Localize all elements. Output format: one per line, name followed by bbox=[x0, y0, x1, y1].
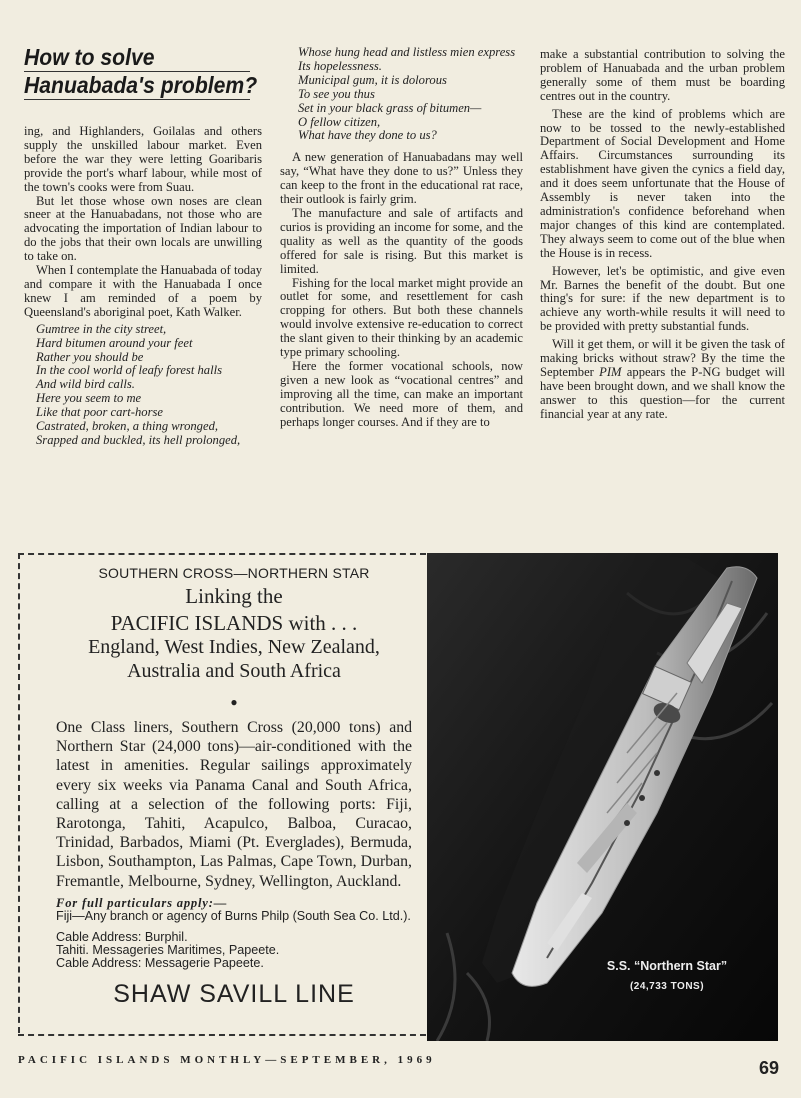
page-footer: PACIFIC ISLANDS MONTHLY—SEPTEMBER, 1969 bbox=[18, 1054, 436, 1066]
paragraph: But let those whose own noses are clean sneer at the Hanuabadans, not those who are advocating the importation of Indian labour to do the jobs that their own locals are unwilling to take on. bbox=[24, 193, 262, 264]
shaw-savill-advertisement bbox=[18, 545, 780, 1041]
paragraph: make a substantial contribution to solving the problem of Hanuabada and the urban problem generally some of them must be boarding centres out in the country. bbox=[540, 47, 785, 103]
poem-line: Its hopelessness. bbox=[298, 58, 382, 73]
paragraph: The manufacture and sale of artifacts and curios is providing an income for some, and the quality as well as the quantity of the goods offered for sale is rising. But this market is limited. bbox=[280, 205, 523, 276]
ad-contact-block bbox=[56, 897, 412, 970]
fiji-contact: Fiji—Any branch or agency of Burns Philp (South Sea Co. Ltd.). bbox=[56, 908, 411, 923]
paragraph bbox=[540, 338, 785, 421]
poem-line: In the cool world of leafy forest halls bbox=[36, 363, 222, 378]
paragraph: Here the former vocational schools, now given a new look as “vocational centres” and improving all the time, can make an important contribution. We need more of them, and perhaps longer courses. And if they are to bbox=[280, 358, 523, 429]
article-title-block bbox=[24, 44, 264, 100]
paragraph: However, let's be optimistic, and give even Mr. Barnes the benefit of the doubt. But one thing's for sure: if the new department is to achieve any worth-while results it will need to be provided with pretty substantial funds. bbox=[540, 263, 785, 334]
page-number: 69 bbox=[758, 1058, 779, 1078]
bullet-icon: ● bbox=[230, 695, 238, 709]
poem-line: Like that poor cart-horse bbox=[36, 405, 163, 420]
poem-line: Here you seem to me bbox=[36, 391, 142, 406]
poem-line: Set in your black grass of bitumen— bbox=[298, 100, 482, 115]
poem-line: Whose hung head and listless mien express bbox=[298, 45, 516, 59]
paragraph: Fishing for the local market might provide an outlet for some, and resettlement for cash cropping for others. But both these channels would involve extensive re-education to correct the slant given to their thinking by an academic type primary schooling. bbox=[280, 275, 523, 360]
poem-block bbox=[24, 323, 262, 448]
text-fragment: Will it get them, or will it be given the task of making bricks without straw? By the time the September bbox=[540, 337, 785, 379]
ad-destinations-1: England, West Indies, New Zealand, bbox=[88, 636, 380, 658]
ad-border-left bbox=[18, 553, 20, 1033]
poem-line: Hard bitumen around your feet bbox=[36, 335, 193, 350]
article-title-line2: Hanuabada's problem? bbox=[24, 72, 258, 98]
article-column-3 bbox=[540, 48, 785, 422]
poem-line: And wild bird calls. bbox=[36, 377, 135, 392]
poem-line: Rather you should be bbox=[36, 349, 144, 364]
title-rule bbox=[24, 99, 250, 100]
poem-line: O fellow citizen, bbox=[298, 114, 381, 129]
poem-block bbox=[280, 46, 523, 143]
text-fragment: appears the P-NG budget will have been brought down, and we shall know the answer to this question—for the current financial year at any rate. bbox=[540, 364, 785, 421]
publication-abbrev: PIM bbox=[599, 364, 622, 379]
particulars-label: For full particulars apply:— bbox=[56, 895, 228, 910]
poem-line: Srapped and buckled, its hell prolonged, bbox=[36, 432, 241, 447]
paragraph: A new generation of Hanuabadans may well say, “What have they done to us?” Unless they can keep to the front in the educational rat race, their outlook is fairly grim. bbox=[280, 150, 523, 207]
article-title-line1: How to solve bbox=[24, 44, 155, 70]
ad-pacific-islands: PACIFIC ISLANDS with . . . bbox=[110, 611, 358, 635]
poem-line: Municipal gum, it is dolorous bbox=[298, 72, 447, 87]
ad-text-block bbox=[56, 563, 412, 1009]
ad-border-bottom bbox=[18, 1034, 426, 1036]
article-column-1 bbox=[24, 125, 262, 448]
brand-name: SHAW SAVILL LINE bbox=[113, 979, 355, 1008]
cable-address-2: Cable Address: Messagerie Papeete. bbox=[56, 955, 264, 970]
ad-linking: Linking the bbox=[185, 584, 283, 608]
poem-line: Gumtree in the city street, bbox=[36, 321, 167, 336]
cable-address-1: Cable Address: Burphil. bbox=[56, 929, 188, 944]
photo-caption-tonnage: (24,733 TONS) bbox=[629, 981, 705, 992]
article-column-2 bbox=[280, 46, 523, 429]
ad-border-top bbox=[18, 553, 426, 555]
ad-body-text: One Class liners, Southern Cross (20,000 tons) and Northern Star (24,000 tons)—air-conditioned with the latest in amenities. Regular sailings approximately every six weeks via Panama Canal and South Africa, calling at a selection of the following ports: Fiji, Rarotonga, Tahiti, Acapulco, Balboa, Curacao, Trinidad, Barbados, Miami (Pt. Everglades), Bermuda, Lisbon, Southampton, Las Palmas, Cape Town, Durban, Fremantle, Melbourne, Sydney, Wellington, Auckland. bbox=[56, 719, 412, 890]
paragraph: ing, and Highlanders, Goilalas and others supply the unskilled labour market. Even before the war they were letting Goaribaris provide the port's wharf labour, while most of the town's cooks were from Suau. bbox=[24, 124, 262, 194]
poem-line: Castrated, broken, a thing wronged, bbox=[36, 419, 219, 434]
paragraph: These are the kind of problems which are now to be tossed to the newly-established Department of Social Development and Home Affairs. Circumstances surrounding its establishment have given the cynics a field day, and it does seem unfortunate that the House of Assembly is never taken into the administration's confidence beforehand when major changes of this kind are contemplated. They always seem to come out of the blue when the House is in recess. bbox=[540, 106, 785, 260]
ad-destinations-2: Australia and South Africa bbox=[127, 660, 341, 682]
paragraph: When I contemplate the Hanuabada of today and compare it with the Hanuabada I once knew I am reminded of a poem by Queensland's aboriginal poet, Kath Walker. bbox=[24, 263, 262, 319]
tahiti-contact: Tahiti. Messageries Maritimes, Papeete. bbox=[56, 942, 280, 957]
ship-photo bbox=[427, 553, 778, 1041]
photo-caption-ship: S.S. “Northern Star” bbox=[606, 959, 728, 973]
poem-line: What have they done to us? bbox=[298, 128, 437, 143]
ad-headline: SOUTHERN CROSS—NORTHERN STAR bbox=[98, 565, 370, 581]
poem-line: To see you thus bbox=[298, 86, 375, 101]
